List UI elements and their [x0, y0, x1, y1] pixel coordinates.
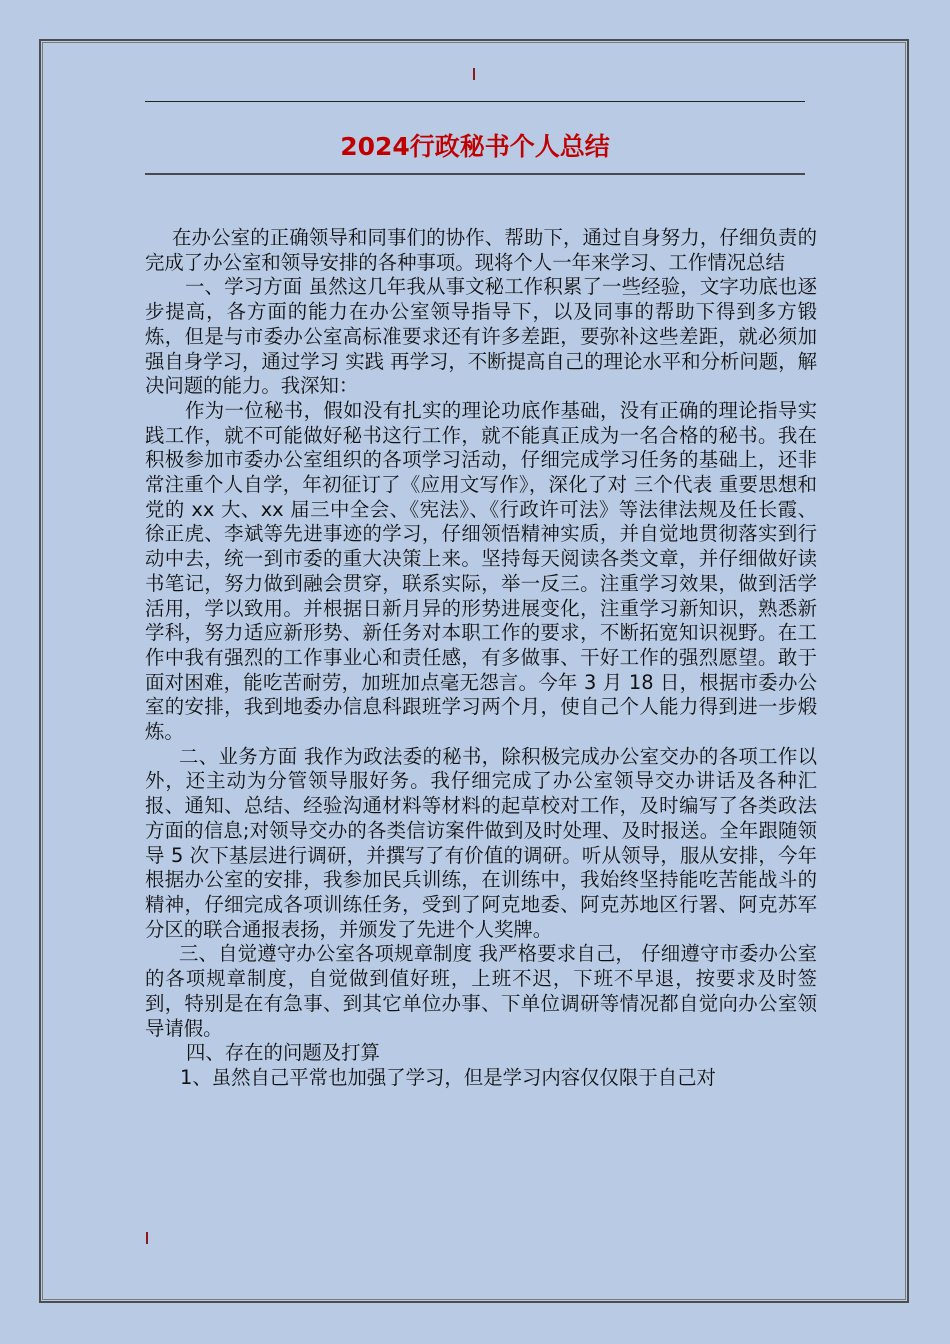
paragraph-intro: 在办公室的正确领导和同事们的协作、帮助下，通过自身努力，仔细负责的完成了办公室和领导安排的各种事项。现将个人一年来学习、工作情况总结 [145, 226, 817, 274]
document-body [145, 226, 817, 1091]
document-title: 2024行政秘书个人总结 [340, 132, 610, 161]
paragraph-study-heading: 一、学习方面 虽然这几年我从事文秘工作积累了一些经验，文字功底也逐步提高，各方面的能力在办公室领导指导下，以及同事的帮助下得到多方锻炼，但是与市委办公室高标准要求还有许多差距，要弥补这些差距，就必须加强自身学习，通过学习 实践 再学习，不断提高自己的理论水平和分析问题，解决问题的能力。我深知： [145, 275, 817, 398]
paragraph-study-body: 作为一位秘书，假如没有扎实的理论功底作基础，没有正确的理论指导实践工作，就不可能做好秘书这行工作，就不能真正成为一名合格的秘书。我在积极参加市委办公室组织的各项学习活动，仔细完成学习任务的基础上，还非常注重个人自学，年初征订了《应用文写作》，深化了对 三个代表 重要思想和党的 xx 大、xx 届三中全会、《宪法》、《行政许可法》等法律法规及任长霞、徐正虎、李斌等先进事迹的学习，仔细领悟精神实质，并自觉地贯彻落实到行动中去，统一到市委的重大决策上来。坚持每天阅读各类文章，并仔细做好读书笔记，努力做到融会贯穿，联系实际，举一反三。注重学习效果，做到活学活用，学以致用。并根据日新月异的形势进展变化，注重学习新知识，熟悉新学科，努力适应新形势、新任务对本职工作的要求，不断拓宽知识视野。在工作中我有强烈的工作事业心和责任感，有多做事、干好工作的强烈愿望。敢于面对困难，能吃苦耐劳，加班加点毫无怨言。今年 3 月 18 日，根据市委办公室的安排，我到地委办信息科跟班学习两个月，使自己个人能力得到进一步煅炼。 [145, 398, 817, 744]
paragraph-rules-heading: 三、自觉遵守办公室各项规章制度 我严格要求自己， 仔细遵守市委办公室的各项规章制度，自觉做到值好班，上班不迟，下班不早退，按要求及时签到，特别是在有急事、到其它单位办事、下单位调研等情况都自觉向办公室领导请假。 [145, 942, 817, 1040]
header-cursor-mark [473, 68, 475, 80]
header-rule [145, 101, 805, 102]
footer-cursor-mark [146, 1232, 148, 1244]
paragraph-issues-heading: 四、存在的问题及打算 [186, 1041, 380, 1065]
title-rule [145, 173, 805, 175]
paragraph-work-heading: 二、业务方面 我作为政法委的秘书，除积极完成办公室交办的各项工作以外，还主动为分管领导服好务。我仔细完成了办公室领导交办讲话及各种汇报、通知、总结、经验沟通材料等材料的起草校对工作，及时编写了各类政法方面的信息;对领导交办的各类信访案件做到及时处理、及时报送。全年跟随领导 5 次下基层进行调研，并撰写了有价值的调研。听从领导，服从安排，今年根据办公室的安排，我参加民兵训练，在训练中，我始终坚持能吃苦能战斗的精神，仔细完成各项训练任务，受到了阿克地委、阿克苏地区行署、阿克苏军分区的联合通报表扬，并颁发了先进个人奖牌。 [145, 744, 817, 941]
paragraph-issues-item-1: 1、虽然自己平常也加强了学习，但是学习内容仅仅限于自己对 [180, 1065, 716, 1089]
